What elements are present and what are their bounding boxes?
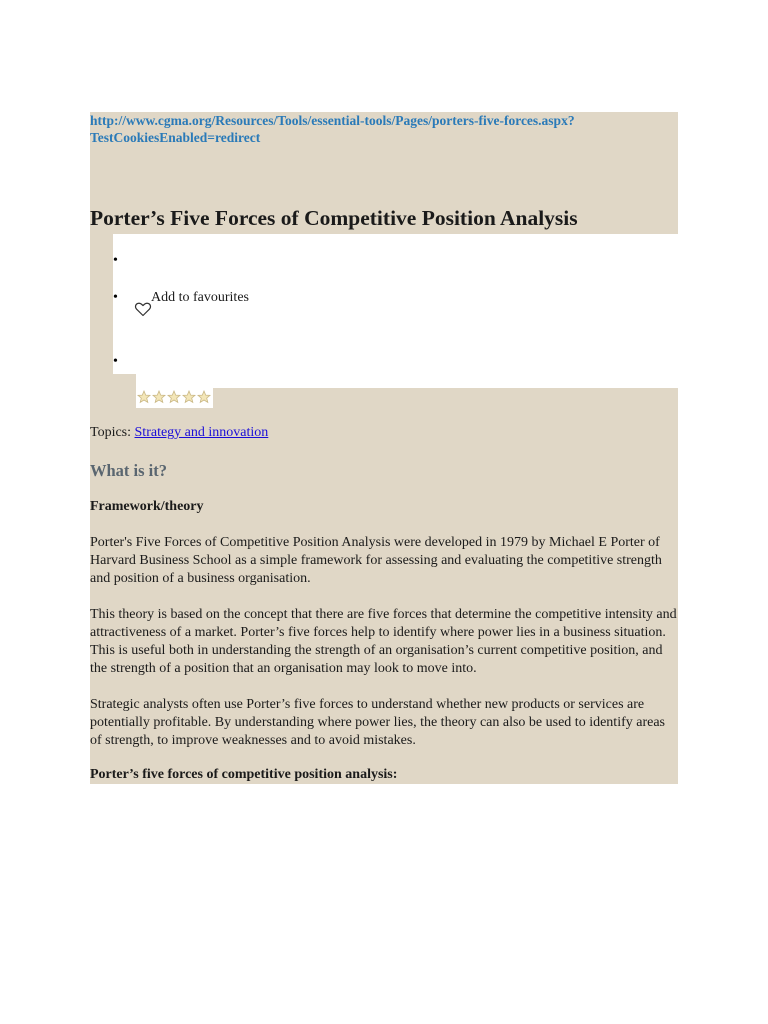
list-bullet-3: • — [113, 354, 118, 369]
list-bullet-2: • — [113, 290, 118, 305]
source-url-link[interactable] — [90, 112, 670, 146]
page-title: Porter’s Five Forces of Competitive Position Analysis — [90, 206, 578, 230]
topics-line — [90, 425, 268, 441]
section-heading-what-is-it: What is it? — [90, 461, 168, 480]
content-background-stars-right — [213, 388, 678, 408]
heart-outline-icon[interactable] — [134, 300, 152, 318]
add-to-favourites-link[interactable]: Add to favourites — [151, 290, 249, 305]
topics-label: Topics: — [90, 425, 135, 440]
star-icon[interactable] — [197, 390, 211, 404]
source-url-line2: TestCookiesEnabled=redirect — [90, 130, 261, 145]
paragraph-2: This theory is based on the concept that there are five forces that determine the competitive intensity and attractiveness of a market. Porter’s five forces help to identify where power lies in a business situation. This is useful both in understanding the strength of an organisation’s current competitive position, and the strength of a position that an organisation may look to move into. — [90, 607, 677, 676]
subheading-framework: Framework/theory — [90, 499, 204, 514]
five-forces-list-heading: Porter’s five forces of competitive position analysis: — [90, 767, 398, 782]
star-rating[interactable] — [136, 388, 213, 406]
star-icon[interactable] — [152, 390, 166, 404]
paragraph-1: Porter's Five Forces of Competitive Position Analysis were developed in 1979 by Michael E Porter of Harvard Business School as a simple framework for assessing and evaluating the competitive strength and position of a business organisation. — [90, 535, 662, 586]
content-background-left-strip-lower — [90, 374, 136, 408]
star-icon[interactable] — [137, 390, 151, 404]
source-url-line1: http://www.cgma.org/Resources/Tools/essential-tools/Pages/porters-five-forces.aspx? — [90, 113, 575, 128]
paragraph-3: Strategic analysts often use Porter’s five forces to understand whether new products or services are potentially profitable. By understanding where power lies, the theory can also be used to identify areas of strength, to improve weaknesses and to avoid mistakes. — [90, 697, 665, 748]
star-icon[interactable] — [182, 390, 196, 404]
topic-link-strategy[interactable]: Strategy and innovation — [134, 425, 269, 440]
star-icon[interactable] — [167, 390, 181, 404]
content-background-left-strip — [90, 234, 113, 374]
list-bullet-1: • — [113, 253, 118, 268]
